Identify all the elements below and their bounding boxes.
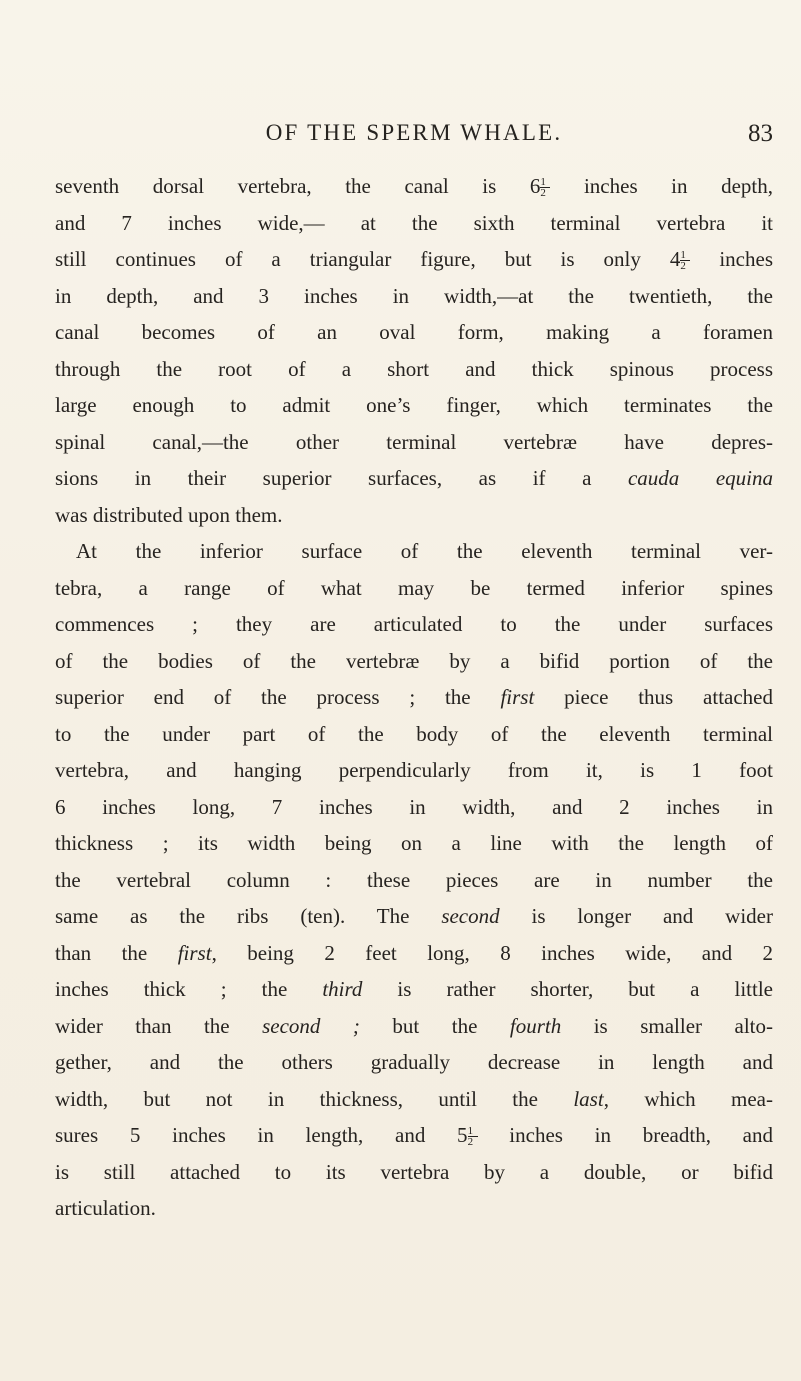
text-segment: vertebra, and hanging perpendicularly from it, is 1 foot	[55, 758, 773, 782]
italic-segment: cauda equina	[627, 466, 774, 490]
italic-segment: third	[322, 977, 363, 1001]
text-segment: is longer and wider	[499, 904, 773, 928]
text-line	[55, 570, 773, 607]
text-line	[55, 205, 773, 242]
fraction-denominator: 2	[467, 1136, 474, 1148]
text-segment: At the inferior surface of the eleventh terminal ver-	[76, 539, 773, 563]
text-line	[55, 862, 773, 899]
text-segment: inches in breadth, and	[477, 1123, 773, 1147]
text-line	[55, 789, 773, 826]
text-segment: 6 inches long, 7 inches in width, and 2 inches in	[55, 794, 773, 819]
text-segment: tebra, a range of what may be termed inferior spines	[55, 575, 773, 600]
italic-segment: fourth	[509, 1013, 562, 1038]
text-segment: inches	[690, 247, 773, 271]
running-title: OF THE SPERM WHALE.	[265, 120, 563, 145]
text-segment: seventh dorsal vertebra, the canal is 6	[55, 174, 541, 198]
text-segment: large enough to admit one’s finger, which terminates the	[55, 393, 773, 417]
text-line	[55, 971, 773, 1008]
text-line	[55, 314, 773, 351]
fraction-denominator: 2	[680, 260, 686, 272]
text-segment: and 7 inches wide,— at the sixth terminal vertebra it	[55, 210, 773, 235]
text-segment: to the under part of the body of the eleventh terminal	[55, 721, 773, 746]
text-segment: but the	[359, 1013, 510, 1038]
text-line	[55, 241, 773, 278]
italic-segment: first	[177, 940, 212, 965]
text-segment: gether, and the others gradually decrease in length and	[55, 1050, 773, 1074]
text-line	[55, 1190, 773, 1227]
text-segment: piece thus attached	[534, 685, 773, 709]
text-line	[55, 716, 773, 753]
text-line	[55, 278, 773, 315]
fraction-numerator: 1	[468, 1126, 478, 1137]
text-line	[55, 168, 773, 205]
text-segment: is still attached to its vertebra by a double, or bifid	[55, 1159, 773, 1184]
text-segment: than the	[55, 940, 178, 965]
text-segment: still continues of a triangular figure, but is only 4	[55, 247, 681, 271]
text-segment: inches thick ; the	[55, 977, 323, 1001]
text-line	[55, 825, 773, 862]
text-segment: superior end of the process ; the	[55, 685, 501, 709]
text-segment: is rather shorter, but a little	[362, 977, 773, 1001]
text-line	[55, 606, 773, 643]
text-line	[55, 1154, 773, 1191]
text-segment: of the bodies of the vertebræ by a bifid portion of the	[55, 648, 773, 673]
text-segment: thickness ; its width being on a line with the length of	[55, 831, 773, 855]
text-segment: through the root of a short and thick spinous process	[55, 356, 773, 381]
page-number: 83	[748, 120, 773, 147]
text-segment: , which mea-	[603, 1086, 773, 1111]
running-head	[55, 120, 773, 160]
italic-segment: last	[573, 1086, 604, 1111]
text-line	[55, 424, 773, 461]
text-line	[55, 497, 773, 534]
text-line	[55, 1044, 773, 1081]
italic-segment: second	[441, 904, 500, 928]
fraction-numerator: 1	[540, 177, 550, 188]
text-segment: commences ; they are articulated to the under surfaces	[55, 612, 773, 636]
text-segment: sures 5 inches in length, and 5	[55, 1123, 468, 1147]
fraction-one-half	[680, 250, 690, 270]
text-line	[55, 935, 773, 972]
text-segment: sions in their superior surfaces, as if a	[55, 466, 628, 490]
text-line	[55, 387, 773, 424]
fraction-one-half	[468, 1126, 478, 1146]
text-line	[55, 1008, 773, 1045]
body-text	[55, 168, 773, 1227]
text-line	[55, 643, 773, 680]
text-line	[55, 898, 773, 935]
text-segment: , being 2 feet long, 8 inches wide, and 2	[211, 940, 774, 965]
text-line	[55, 533, 773, 570]
text-segment: in depth, and 3 inches in width,—at the twentieth, the	[55, 283, 773, 308]
text-segment: wider than the	[55, 1013, 263, 1038]
text-segment: inches in depth,	[550, 174, 773, 198]
text-segment: the vertebral column : these pieces are in number the	[55, 867, 773, 892]
text-line	[55, 752, 773, 789]
italic-segment: second ;	[262, 1013, 360, 1038]
text-segment: was distributed upon them.	[55, 502, 283, 527]
text-segment: same as the ribs (ten). The	[55, 904, 442, 928]
text-line	[55, 1081, 773, 1118]
text-segment: spinal canal,—the other terminal vertebræ have depres-	[55, 429, 773, 454]
text-line	[55, 351, 773, 388]
text-line	[55, 460, 773, 497]
text-segment: articulation.	[55, 1196, 156, 1220]
text-line	[55, 1117, 773, 1154]
italic-segment: first	[500, 685, 535, 709]
text-segment: is smaller alto-	[561, 1013, 774, 1038]
fraction-one-half	[540, 177, 550, 197]
fraction-denominator: 2	[540, 187, 546, 199]
text-line	[55, 679, 773, 716]
fraction-numerator: 1	[680, 250, 690, 261]
text-segment: canal becomes of an oval form, making a foramen	[55, 320, 773, 344]
text-segment: width, but not in thickness, until the	[55, 1086, 574, 1111]
